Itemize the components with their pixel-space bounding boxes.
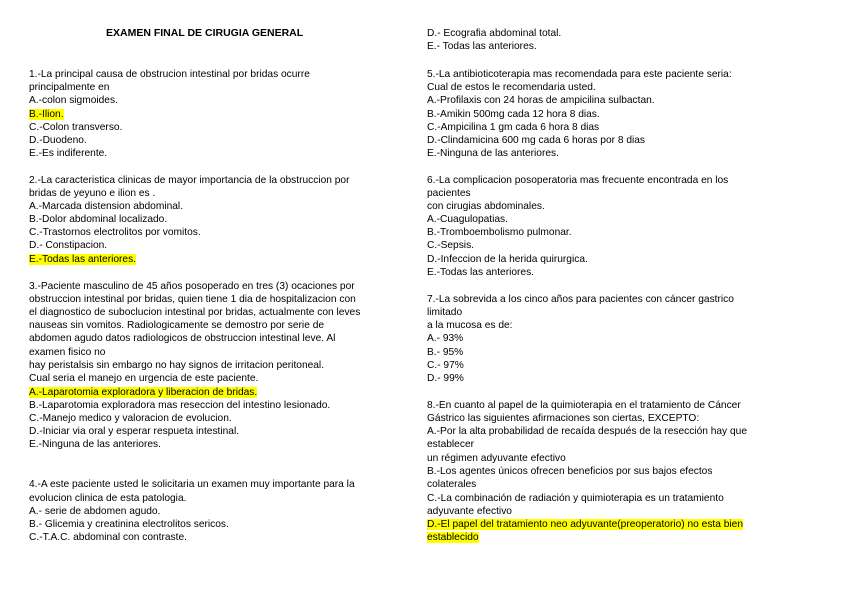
question-7-stem: limitado xyxy=(427,307,463,318)
answer-option: D.-Infeccion de la herida quirurgica. xyxy=(427,254,588,265)
question-3-stem: abdomen agudo datos radiologicos de obstruccion intestinal leve. Al xyxy=(29,333,336,344)
answer-option: D.-Clindamicina 600 mg cada 6 horas por 8 dias xyxy=(427,135,646,146)
answer-option: A.-Cuagulopatias. xyxy=(427,214,508,225)
answer-option: C.-T.A.C. abdominal con contraste. xyxy=(29,532,187,543)
answer-option: E.-Es indiferente. xyxy=(29,148,108,159)
answer-option: C.-Ampicilina 1 gm cada 6 hora 8 dias xyxy=(427,122,600,133)
highlight-mark: A.-Laparotomia exploradora y liberacion de bridas. xyxy=(29,387,258,398)
answer-option: E.-Todas las anteriores. xyxy=(427,267,535,278)
answer-option: D.- Constipacion. xyxy=(29,240,108,251)
highlight-mark: establecido xyxy=(427,532,479,543)
question-4-stem: evolucion clinica de esta patologia. xyxy=(29,493,187,504)
question-8-stem: Gástrico las siguientes afirmaciones son ciertas, EXCEPTO: xyxy=(427,413,700,424)
page-title: EXAMEN FINAL DE CIRUGIA GENERAL xyxy=(106,27,304,39)
question-6-stem: con cirugias abdominales. xyxy=(427,201,545,212)
answer-option-highlighted xyxy=(29,253,136,266)
answer-option: D.-Duodeno. xyxy=(29,135,87,146)
answer-option: adyuvante efectivo xyxy=(427,506,512,517)
highlight-mark: E.-Todas las anteriores. xyxy=(29,254,137,265)
answer-option-highlighted xyxy=(427,531,479,544)
answer-option: un régimen adyuvante efectivo xyxy=(427,453,566,464)
question-5-stem: Cual de estos le recomendaria usted. xyxy=(427,82,596,93)
question-8-stem: 8.-En cuanto al papel de la quimioterapia en el tratamiento de Cáncer xyxy=(427,400,741,411)
answer-option: D.-Iniciar via oral y esperar respueta intestinal. xyxy=(29,426,240,437)
answer-option: D.- 99% xyxy=(427,373,464,384)
question-2-stem: bridas de yeyuno e ilion es . xyxy=(29,188,156,199)
answer-option: E.-Ninguna de las anteriores. xyxy=(427,148,559,159)
question-3-stem: hay peristalsis sin embargo no hay signos de irritacion peritoneal. xyxy=(29,360,325,371)
answer-option: D.- Ecografia abdominal total. xyxy=(427,28,562,39)
answer-option: B.-Tromboembolismo pulmonar. xyxy=(427,227,572,238)
answer-option: B.-Dolor abdominal localizado. xyxy=(29,214,168,225)
answer-option: A.-colon sigmoides. xyxy=(29,95,118,106)
answer-option: E.-Ninguna de las anteriores. xyxy=(29,439,161,450)
question-1-stem: 1.-La principal causa de obstrucion intestinal por bridas ocurre xyxy=(29,69,310,80)
question-3-stem: obstruccion intestinal por bridas, quien tiene 1 dia de hospitalizacion con xyxy=(29,294,356,305)
answer-option: A.-Por la alta probabilidad de recaída después de la resección hay que xyxy=(427,426,747,437)
question-3-stem: 3.-Paciente masculino de 45 años posoperado en tres (3) ocaciones por xyxy=(29,281,355,292)
answer-option: B.-Laparotomia exploradora mas reseccion del intestino lesionado. xyxy=(29,400,331,411)
answer-option: B.- 95% xyxy=(427,347,464,358)
question-2-stem: 2.-La caracteristica clinicas de mayor importancia de la obstruccion por xyxy=(29,175,350,186)
answer-option: B.-Amikin 500mg cada 12 hora 8 dias. xyxy=(427,109,600,120)
answer-option: A.- serie de abdomen agudo. xyxy=(29,506,161,517)
question-3-stem: Cual seria el manejo en urgencia de este paciente. xyxy=(29,373,259,384)
question-7-stem: a la mucosa es de: xyxy=(427,320,513,331)
question-6-stem: 6.-La complicacion posoperatoria mas frecuente encontrada en los xyxy=(427,175,729,186)
highlight-mark: B.-Ilion. xyxy=(29,109,64,120)
highlight-mark: D.-El papel del tratamiento neo adyuvante(preoperatorio) no esta bien xyxy=(427,519,744,530)
answer-option: B.-Los agentes únicos ofrecen beneficios por sus bajos efectos xyxy=(427,466,713,477)
answer-option: establecer xyxy=(427,439,475,450)
answer-option: C.-La combinación de radiación y quimioterapia es un tratamiento xyxy=(427,493,724,504)
question-4-stem: 4.-A este paciente usted le solicitaria un examen muy importante para la xyxy=(29,479,355,490)
answer-option: colaterales xyxy=(427,479,477,490)
answer-option: B.- Glicemia y creatinina electrolitos sericos. xyxy=(29,519,229,530)
question-3-stem: el diagnostico de suboclucion intestinal por bridas, actualmente con leves xyxy=(29,307,361,318)
answer-option: A.-Marcada distension abdominal. xyxy=(29,201,184,212)
answer-option: E.- Todas las anteriores. xyxy=(427,41,537,52)
answer-option: A.-Profilaxis con 24 horas de ampicilina sulbactan. xyxy=(427,95,655,106)
answer-option: C.- 97% xyxy=(427,360,464,371)
answer-option: C.-Colon transverso. xyxy=(29,122,123,133)
answer-option: C.-Sepsis. xyxy=(427,240,474,251)
question-6-stem: pacientes xyxy=(427,188,471,199)
answer-option-highlighted xyxy=(427,518,743,531)
answer-option-highlighted xyxy=(29,386,257,399)
question-3-stem: nauseas sin vomitos. Radiologicamente se demostro por serie de xyxy=(29,320,325,331)
question-7-stem: 7.-La sobrevida a los cinco años para pacientes con cáncer gastrico xyxy=(427,294,734,305)
question-5-stem: 5.-La antibioticoterapia mas recomendada para este paciente seria: xyxy=(427,69,732,80)
question-1-stem: principalmente en xyxy=(29,82,110,93)
answer-option: C.-Manejo medico y valoracion de evolucion. xyxy=(29,413,232,424)
answer-option-highlighted xyxy=(29,108,64,121)
answer-option: C.-Trastornos electrolitos por vomitos. xyxy=(29,227,201,238)
answer-option: A.- 93% xyxy=(427,333,464,344)
question-3-stem: examen fisico no xyxy=(29,347,106,358)
